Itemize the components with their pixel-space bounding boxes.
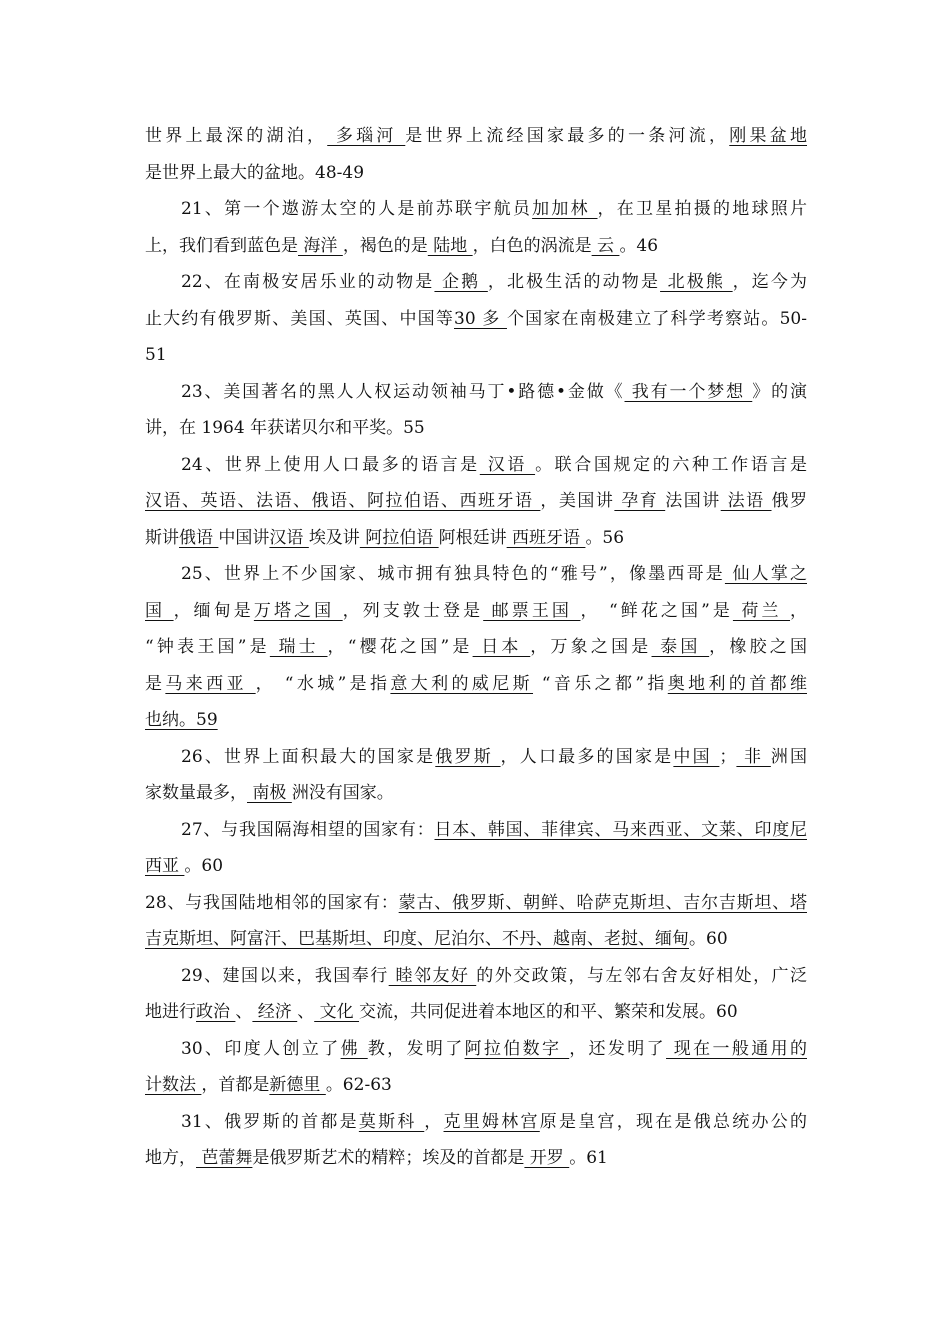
text-line xyxy=(145,556,807,593)
answer-blank: 开罗 xyxy=(524,1148,570,1168)
text-line xyxy=(145,775,807,812)
answer-blank: 阿拉伯数字 xyxy=(464,1038,570,1059)
answer-blank: 我有一个梦想 xyxy=(624,381,753,402)
text-segment: 地方， xyxy=(145,1148,196,1168)
text-line xyxy=(145,374,807,411)
text-segment: 中国讲 xyxy=(218,527,270,548)
text-segment: 。联合国规定的六种工作语言是 xyxy=(535,454,807,475)
text-segment: ，橡胶之国 xyxy=(709,637,807,657)
text-line xyxy=(145,155,807,192)
text-line xyxy=(145,520,807,557)
text-line xyxy=(145,191,807,228)
text-segment: 世界上最深的湖泊， xyxy=(145,126,328,146)
text-segment: 洲国 xyxy=(770,746,807,767)
text-segment: 讲，在 1964 年获诺贝尔和平奖。55 xyxy=(145,418,425,438)
text-segment: ； xyxy=(719,746,737,767)
text-segment: 30、印度人创立了 xyxy=(181,1038,341,1059)
text-segment: ，列支敦士登是 xyxy=(342,600,484,621)
answer-blank: 荷兰 xyxy=(732,600,791,621)
text-segment: “钟表王国”是 xyxy=(145,637,270,657)
answer-blank: 计数法 xyxy=(145,1075,202,1095)
text-segment: 阿根廷讲 xyxy=(438,527,507,548)
text-segment: 地进行 xyxy=(145,1002,196,1022)
text-line xyxy=(145,264,807,301)
text-line xyxy=(145,410,807,447)
text-line xyxy=(145,666,807,703)
answer-blank: 意大利的威尼斯 xyxy=(390,673,534,694)
answer-blank: 非 xyxy=(736,746,771,767)
text-segment: 26、世界上面积最大的国家是 xyxy=(181,746,436,767)
text-segment: 是世界上流经国家最多的一条河流， xyxy=(405,126,730,146)
answer-blank: 俄罗斯 xyxy=(435,746,501,767)
answer-blank: 多瑙河 xyxy=(327,126,406,146)
text-line xyxy=(145,885,807,922)
text-line xyxy=(145,483,807,520)
text-segment: 23、美国著名的黑人人权运动领袖马丁•路德•金做《 xyxy=(181,381,625,402)
answer-blank: 汉语 xyxy=(269,527,309,548)
text-line xyxy=(145,702,807,739)
text-segment: 家数量最多， xyxy=(145,783,247,803)
text-segment: 斯讲 xyxy=(145,527,179,548)
answer-blank: 云 xyxy=(591,235,620,256)
answer-blank: 克里姆林宫 xyxy=(443,1111,540,1132)
answer-blank: 吉克斯坦、阿富汗、巴基斯坦、印度、尼泊尔、不丹、越南、老挝、缅甸 xyxy=(145,929,689,949)
text-segment: 21、第一个遨游太空的人是前苏联宇航员 xyxy=(181,199,533,219)
text-segment: ，缅甸是 xyxy=(173,600,254,621)
text-line xyxy=(145,1104,807,1141)
text-line xyxy=(145,629,807,666)
text-segment: 的外交政策，与左邻右舍友好相处，广泛 xyxy=(476,965,807,986)
text-line xyxy=(145,812,807,849)
text-segment: ，美国讲 xyxy=(540,491,615,511)
text-line xyxy=(145,301,807,338)
text-segment: 24、世界上使用人口最多的语言是 xyxy=(181,454,480,475)
text-segment: ，人口最多的国家是 xyxy=(500,746,674,767)
text-segment: 原是皇宫，现在是俄总统办公的 xyxy=(539,1111,807,1132)
text-line xyxy=(145,1031,807,1068)
text-segment: ，万象之国是 xyxy=(530,637,652,657)
answer-blank: 莫斯科 xyxy=(358,1111,425,1132)
text-segment: 。46 xyxy=(619,235,659,256)
answer-blank: 西班牙语 xyxy=(506,527,586,548)
answer-blank: 政治 xyxy=(196,1002,236,1022)
text-segment: 、 xyxy=(297,1002,315,1022)
answer-blank: 俄语 xyxy=(179,527,219,548)
answer-blank: 海洋 xyxy=(298,235,343,256)
text-line xyxy=(145,1067,807,1104)
text-segment: 俄罗 xyxy=(771,491,807,511)
text-line xyxy=(145,593,807,630)
answer-blank: 万塔之国 xyxy=(253,600,343,621)
answer-blank: 加加林 xyxy=(532,199,598,219)
answer-blank: 西亚 xyxy=(145,856,185,876)
text-segment: 是俄罗斯艺术的精粹；埃及的首都是 xyxy=(252,1148,525,1168)
text-segment: 31、俄罗斯的首都是 xyxy=(181,1111,359,1132)
text-segment: 洲没有国家。 xyxy=(291,783,394,803)
answer-blank: 文化 xyxy=(314,1002,360,1022)
answer-blank: 经济 xyxy=(252,1002,298,1022)
answer-blank: 汉语、英语、法语、俄语、阿拉伯语、西班牙语 xyxy=(145,491,541,511)
answer-blank: 佛 xyxy=(340,1038,368,1059)
answer-blank: 邮票王国 xyxy=(483,600,581,621)
answer-blank: 法语 xyxy=(720,491,772,511)
text-segment: 是 xyxy=(145,673,166,694)
text-segment: 法国讲 xyxy=(665,491,721,511)
answer-blank: 也纳。59 xyxy=(145,710,218,730)
text-segment: 29、建国以来，我国奉行 xyxy=(181,965,389,986)
answer-blank: 新德里 xyxy=(269,1075,326,1095)
text-segment: “音乐之都”指 xyxy=(533,673,668,694)
answer-blank: 汉语 xyxy=(479,454,536,475)
text-segment: 。62-63 xyxy=(325,1075,392,1095)
answer-blank: 北极熊 xyxy=(660,272,733,292)
text-line xyxy=(145,447,807,484)
text-segment: 是世界上最大的盆地。48-49 xyxy=(145,162,365,183)
text-segment: 。60 xyxy=(184,856,224,876)
text-segment: 27、与我国隔海相望的国家有： xyxy=(181,819,435,840)
text-segment: 51 xyxy=(145,345,167,365)
answer-blank: 刚果盆地 xyxy=(729,126,807,146)
text-segment: 。61 xyxy=(569,1148,608,1168)
text-segment: ， xyxy=(790,600,807,621)
answer-blank: 睦邻友好 xyxy=(388,965,477,986)
answer-blank: 日本、韩国、菲律宾、马来西亚、文莱、印度尼 xyxy=(434,819,807,840)
answer-blank: 阿拉伯语 xyxy=(359,527,439,548)
text-segment: ，褐色的是 xyxy=(342,235,428,256)
text-segment: 止大约有俄罗斯、美国、英国、中国等 xyxy=(145,308,454,329)
text-segment: 》的演 xyxy=(752,381,807,402)
answer-blank: 孕育 xyxy=(614,491,666,511)
answer-blank: 马来西亚 xyxy=(165,673,256,694)
text-line xyxy=(145,337,807,374)
answer-blank: 陆地 xyxy=(427,235,473,256)
answer-blank: 中国 xyxy=(673,746,720,767)
text-segment: ，迄今为 xyxy=(732,272,807,292)
text-segment: 。60 xyxy=(689,929,728,949)
answer-blank: 企鹅 xyxy=(434,272,488,292)
text-line xyxy=(145,228,807,265)
text-segment: 、 xyxy=(235,1002,253,1022)
answer-blank: 现在一般通用的 xyxy=(666,1038,807,1059)
answer-blank: 蒙古、俄罗斯、朝鲜、哈萨克斯坦、吉尔吉斯坦、塔 xyxy=(398,892,807,913)
answer-blank: 国 xyxy=(145,600,174,621)
text-segment: 上，我们看到蓝色是 xyxy=(145,235,298,256)
text-segment: 28、与我国陆地相邻的国家有： xyxy=(145,892,399,913)
answer-blank: 芭蕾舞 xyxy=(196,1148,253,1168)
text-line xyxy=(145,1140,807,1177)
text-line xyxy=(145,739,807,776)
text-segment: ，白色的涡流是 xyxy=(472,235,592,256)
answer-blank: 30 多 xyxy=(454,308,507,329)
text-segment: 交流，共同促进着本地区的和平、繁荣和发展。60 xyxy=(359,1002,738,1022)
text-segment: ， xyxy=(424,1111,444,1132)
text-segment: ，北极生活的动物是 xyxy=(487,272,661,292)
text-line xyxy=(145,994,807,1031)
text-segment: 。56 xyxy=(585,527,625,548)
text-segment: ， “水城”是指 xyxy=(255,673,391,694)
text-segment: ，在卫星拍摄的地球照片 xyxy=(597,199,807,219)
text-segment: 埃及讲 xyxy=(308,527,360,548)
document-body xyxy=(145,118,807,1177)
text-line xyxy=(145,921,807,958)
text-segment: 25、世界上不少国家、城市拥有独具特色的“雅号”，像墨西哥是 xyxy=(181,564,725,584)
text-segment: ，还发明了 xyxy=(569,1038,667,1059)
text-segment: ，“樱花之国”是 xyxy=(327,637,473,657)
answer-blank: 瑞士 xyxy=(269,637,328,657)
text-segment: 22、在南极安居乐业的动物是 xyxy=(181,272,435,292)
text-segment: 教，发明了 xyxy=(367,1038,465,1059)
text-line xyxy=(145,118,807,155)
text-segment: ， “鲜花之国”是 xyxy=(580,600,733,621)
answer-blank: 泰国 xyxy=(651,637,710,657)
text-segment: ，首都是 xyxy=(201,1075,270,1095)
answer-blank: 奥地利的首都维 xyxy=(667,673,807,694)
answer-blank: 南极 xyxy=(247,783,292,803)
text-line xyxy=(145,848,807,885)
text-segment: 个国家在南极建立了科学考察站。50- xyxy=(506,308,807,329)
answer-blank: 日本 xyxy=(472,637,531,657)
text-line xyxy=(145,958,807,995)
answer-blank: 仙人掌之 xyxy=(724,564,807,584)
